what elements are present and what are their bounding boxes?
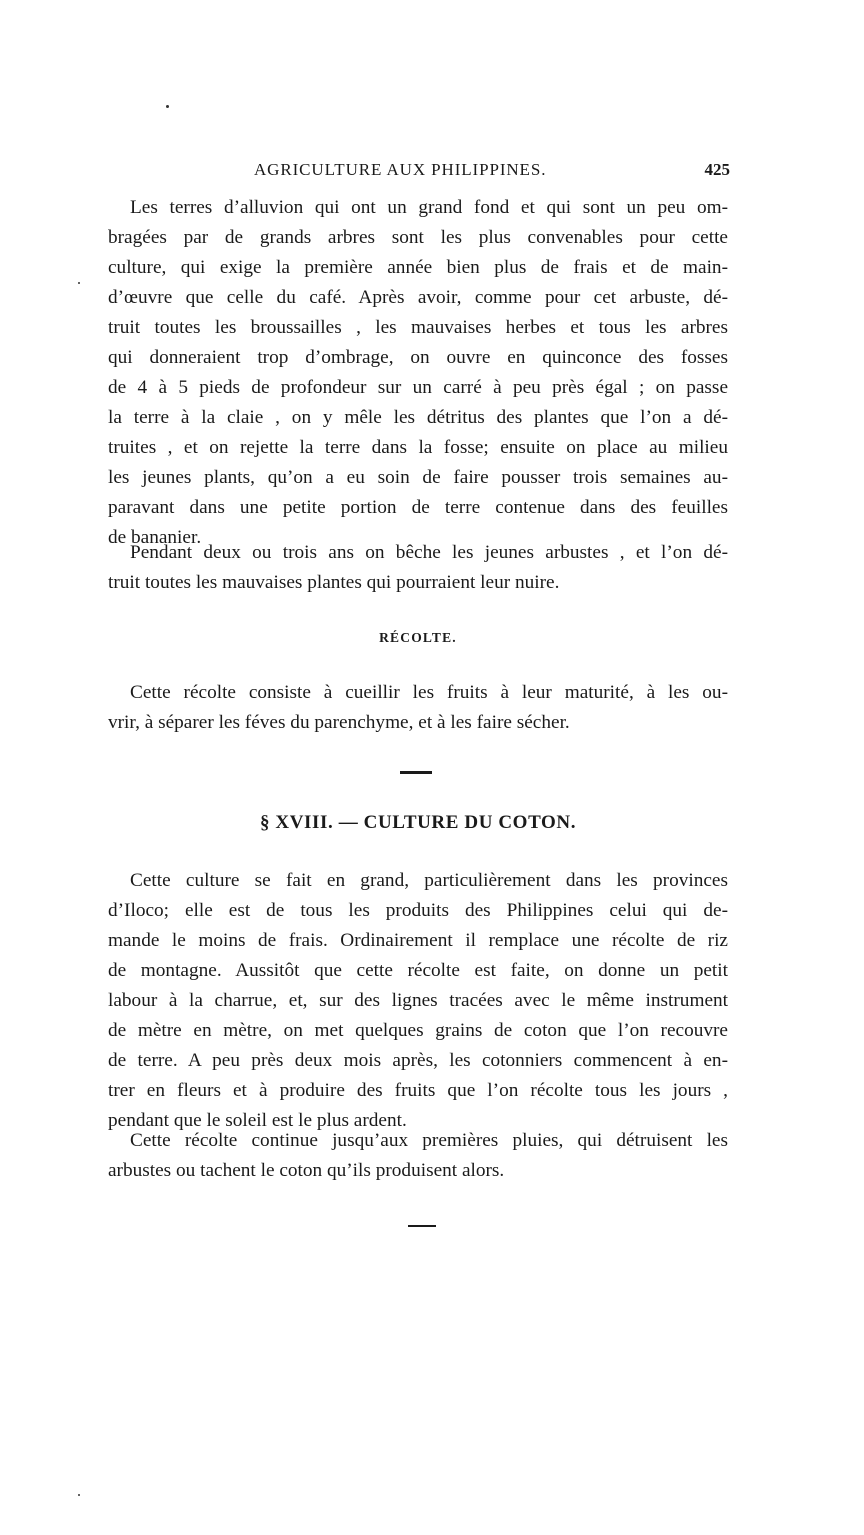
text-line: trer en fleurs et à produire des fruits que l’on récolte tous les jours ,	[108, 1080, 728, 1101]
end-rule	[408, 1225, 436, 1227]
text-line: Cette récolte continue jusqu’aux premières pluies, qui détruisent les	[130, 1130, 728, 1151]
running-title: AGRICULTURE AUX PHILIPPINES.	[254, 160, 547, 179]
text-line: bragées par de grands arbres sont les plus convenables pour cette	[108, 227, 728, 248]
paragraph-recolte	[108, 678, 728, 738]
text-line: truites , et on rejette la terre dans la fosse; ensuite on place au milieu	[108, 437, 728, 458]
text-line: de terre. A peu près deux mois après, les cotonniers commencent à en-	[108, 1050, 728, 1071]
text-line: arbustes ou tachent le coton qu’ils produisent alors.	[108, 1160, 505, 1181]
text-line: de bananier.	[108, 527, 202, 548]
text-line: pendant que le soleil est le plus ardent.	[108, 1110, 407, 1131]
text-line: Cette récolte consiste à cueillir les fruits à leur maturité, à les ou-	[130, 682, 728, 703]
text-line: d’œuvre que celle du café. Après avoir, comme pour cet arbuste, dé-	[108, 287, 728, 308]
page-number: 425	[704, 160, 730, 179]
text-line: vrir, à séparer les féves du parenchyme, et à les faire sécher.	[108, 712, 570, 733]
running-head	[108, 160, 730, 186]
text-line: labour à la charrue, et, sur des lignes tracées avec le même instrument	[108, 990, 728, 1011]
text-line: Les terres d’alluvion qui ont un grand fond et qui sont un peu om-	[130, 197, 728, 218]
text-line: paravant dans une petite portion de terre contenue dans des feuilles	[108, 497, 728, 518]
paragraph-coton-culture	[108, 866, 728, 1136]
text-line: truit toutes les mauvaises plantes qui pourraient leur nuire.	[108, 572, 560, 593]
text-line: d’Iloco; elle est de tous les produits des Philippines celui qui de-	[108, 900, 728, 921]
text-line: la terre à la claie , on y mêle les détritus des plantes que l’on a dé-	[108, 407, 728, 428]
text-line: de mètre en mètre, on met quelques grains de coton que l’on recouvre	[108, 1020, 728, 1041]
text-line: culture, qui exige la première année bien plus de frais et de main-	[108, 257, 728, 278]
ink-speck	[78, 282, 80, 284]
paragraph-weeding	[108, 538, 728, 598]
text-line: de 4 à 5 pieds de profondeur sur un carré à peu près égal ; on passe	[108, 377, 728, 398]
text-line: truit toutes les broussailles , les mauvaises herbes et tous les arbres	[108, 317, 728, 338]
ink-speck	[166, 105, 169, 108]
paragraph-alluvial-soil	[108, 193, 728, 553]
paragraph-coton-harvest	[108, 1126, 728, 1186]
text-line: Pendant deux ou trois ans on bêche les jeunes arbustes , et l’on dé-	[130, 542, 728, 563]
text-line: mande le moins de frais. Ordinairement il remplace une récolte de riz	[108, 930, 728, 951]
text-line: de montagne. Aussitôt que cette récolte est faite, on donne un petit	[108, 960, 728, 981]
section-divider-rule	[400, 771, 432, 774]
text-line: Cette culture se fait en grand, particulièrement dans les provinces	[130, 870, 728, 891]
section-heading-recolte: RÉCOLTE.	[379, 630, 457, 645]
text-line: qui donneraient trop d’ombrage, on ouvre en quinconce des fosses	[108, 347, 728, 368]
text-line: les jeunes plants, qu’on a eu soin de faire pousser trois semaines au-	[108, 467, 728, 488]
ink-speck	[78, 1494, 80, 1496]
section-heading-coton: § XVIII. — CULTURE DU COTON.	[259, 812, 577, 833]
